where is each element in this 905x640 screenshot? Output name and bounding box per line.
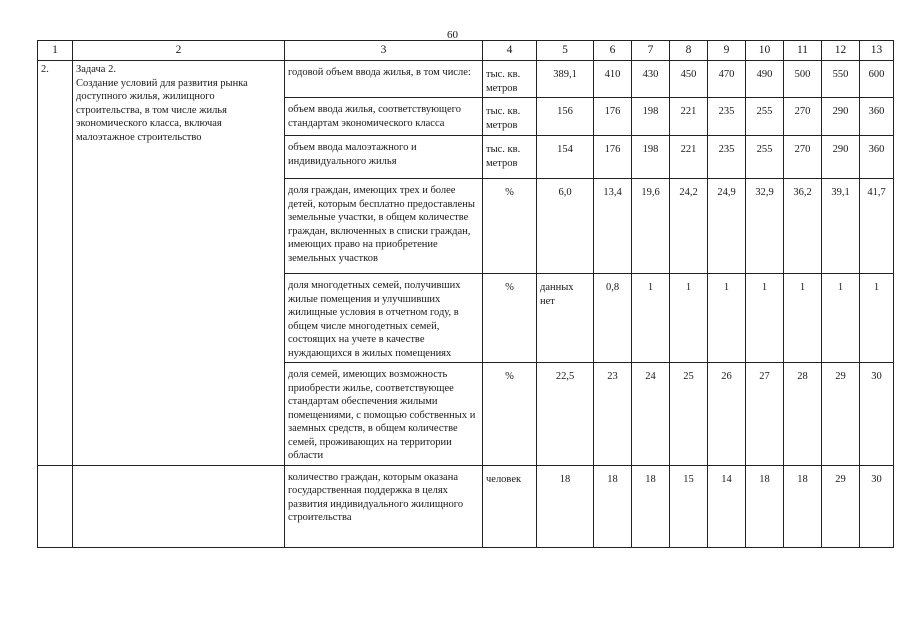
value-cell: 1 — [708, 274, 746, 363]
value-cell: 270 — [784, 136, 822, 179]
value-cell: 22,5 — [537, 363, 594, 466]
value-cell: 32,9 — [746, 179, 784, 274]
value-cell: 156 — [537, 98, 594, 136]
header-cell: 6 — [594, 41, 632, 61]
value-cell: 600 — [860, 61, 894, 98]
table-row — [38, 465, 894, 547]
value-cell: 39,1 — [822, 179, 860, 274]
value-cell: 430 — [632, 61, 670, 98]
value-cell: 470 — [708, 61, 746, 98]
header-cell: 5 — [537, 41, 594, 61]
value-cell: 235 — [708, 98, 746, 136]
indicators-table — [37, 40, 894, 548]
indicator-cell: объем ввода малоэтажного и индивидуального жилья — [285, 136, 483, 179]
value-cell: 500 — [784, 61, 822, 98]
value-cell: 6,0 — [537, 179, 594, 274]
value-cell: 255 — [746, 98, 784, 136]
value-cell: 410 — [594, 61, 632, 98]
value-cell: 28 — [784, 363, 822, 466]
value-cell: 235 — [708, 136, 746, 179]
value-cell: 36,2 — [784, 179, 822, 274]
value-cell: 41,7 — [860, 179, 894, 274]
value-cell: 18 — [537, 465, 594, 547]
value-cell: 25 — [670, 363, 708, 466]
value-cell: 154 — [537, 136, 594, 179]
value-cell: 26 — [708, 363, 746, 466]
header-cell: 4 — [483, 41, 537, 61]
header-cell: 3 — [285, 41, 483, 61]
table-row — [38, 61, 894, 98]
task-number: 2. — [38, 61, 73, 466]
header-cell: 10 — [746, 41, 784, 61]
value-cell: 30 — [860, 465, 894, 547]
value-cell: 1 — [632, 274, 670, 363]
value-cell: 1 — [860, 274, 894, 363]
header-cell: 7 — [632, 41, 670, 61]
header-row — [38, 41, 894, 61]
header-cell: 1 — [38, 41, 73, 61]
value-cell: 198 — [632, 136, 670, 179]
header-cell: 13 — [860, 41, 894, 61]
value-cell: 19,6 — [632, 179, 670, 274]
value-cell: 14 — [708, 465, 746, 547]
value-cell: 450 — [670, 61, 708, 98]
value-cell: 198 — [632, 98, 670, 136]
value-cell: 30 — [860, 363, 894, 466]
indicator-cell: доля многодетных семей, получивших жилые помещения и улучшивших жилищные условия в отчетном году, в общем числе многодетных семей, состоящих на учете в качестве нуждающихся в жилых помещениях — [285, 274, 483, 363]
value-cell: 1 — [746, 274, 784, 363]
value-cell: 18 — [784, 465, 822, 547]
value-cell: 255 — [746, 136, 784, 179]
value-cell: 18 — [632, 465, 670, 547]
value-cell: 176 — [594, 136, 632, 179]
value-cell: 24,9 — [708, 179, 746, 274]
value-cell: 270 — [784, 98, 822, 136]
unit-cell: человек — [483, 465, 537, 547]
value-cell: 29 — [822, 465, 860, 547]
value-cell: 0,8 — [594, 274, 632, 363]
value-cell: 360 — [860, 98, 894, 136]
value-cell: 360 — [860, 136, 894, 179]
unit-cell: тыс. кв. метров — [483, 136, 537, 179]
unit-cell: % — [483, 363, 537, 466]
header-cell: 9 — [708, 41, 746, 61]
indicator-cell: годовой объем ввода жилья, в том числе: — [285, 61, 483, 98]
value-cell: 18 — [594, 465, 632, 547]
value-cell: 1 — [822, 274, 860, 363]
value-cell: 176 — [594, 98, 632, 136]
empty-cell — [38, 465, 73, 547]
value-cell: 490 — [746, 61, 784, 98]
unit-cell: тыс. кв. метров — [483, 98, 537, 136]
task-title: Задача 2. Создание условий для развития рынка доступного жилья, жилищного строительства, в том числе жилья экономического класса, включая малоэтажное строительство — [73, 61, 285, 466]
unit-cell: % — [483, 274, 537, 363]
header-cell: 8 — [670, 41, 708, 61]
header-cell: 2 — [73, 41, 285, 61]
header-cell: 12 — [822, 41, 860, 61]
value-cell: 23 — [594, 363, 632, 466]
value-cell: 290 — [822, 98, 860, 136]
value-cell: 18 — [746, 465, 784, 547]
value-cell: 550 — [822, 61, 860, 98]
value-cell: 389,1 — [537, 61, 594, 98]
table-body — [38, 61, 894, 548]
indicator-cell: объем ввода жилья, соответствующего стандартам экономического класса — [285, 98, 483, 136]
value-cell: 1 — [784, 274, 822, 363]
header-cell: 11 — [784, 41, 822, 61]
value-cell: 29 — [822, 363, 860, 466]
unit-cell: тыс. кв. метров — [483, 61, 537, 98]
value-cell: 1 — [670, 274, 708, 363]
indicator-cell: доля граждан, имеющих трех и более детей, которым бесплатно предоставлены земельные участки, в общем количестве граждан, включенных в списки граждан, имеющих право на приобретение земельных участков — [285, 179, 483, 274]
value-cell: 24,2 — [670, 179, 708, 274]
indicator-cell: количество граждан, которым оказана государственная поддержка в целях развития индивидуального жилищного строительства — [285, 465, 483, 547]
indicator-cell: доля семей, имеющих возможность приобрести жилье, соответствующее стандартам обеспечения жилыми помещениями, с помощью собственных и заемных средств, в общем количестве семей, проживающих на территории области — [285, 363, 483, 466]
unit-cell: % — [483, 179, 537, 274]
value-cell: 13,4 — [594, 179, 632, 274]
value-cell: 221 — [670, 136, 708, 179]
value-cell: данных нет — [537, 274, 594, 363]
value-cell: 221 — [670, 98, 708, 136]
value-cell: 290 — [822, 136, 860, 179]
empty-cell — [73, 465, 285, 547]
page-number: 60 — [447, 29, 458, 41]
value-cell: 24 — [632, 363, 670, 466]
value-cell: 27 — [746, 363, 784, 466]
value-cell: 15 — [670, 465, 708, 547]
